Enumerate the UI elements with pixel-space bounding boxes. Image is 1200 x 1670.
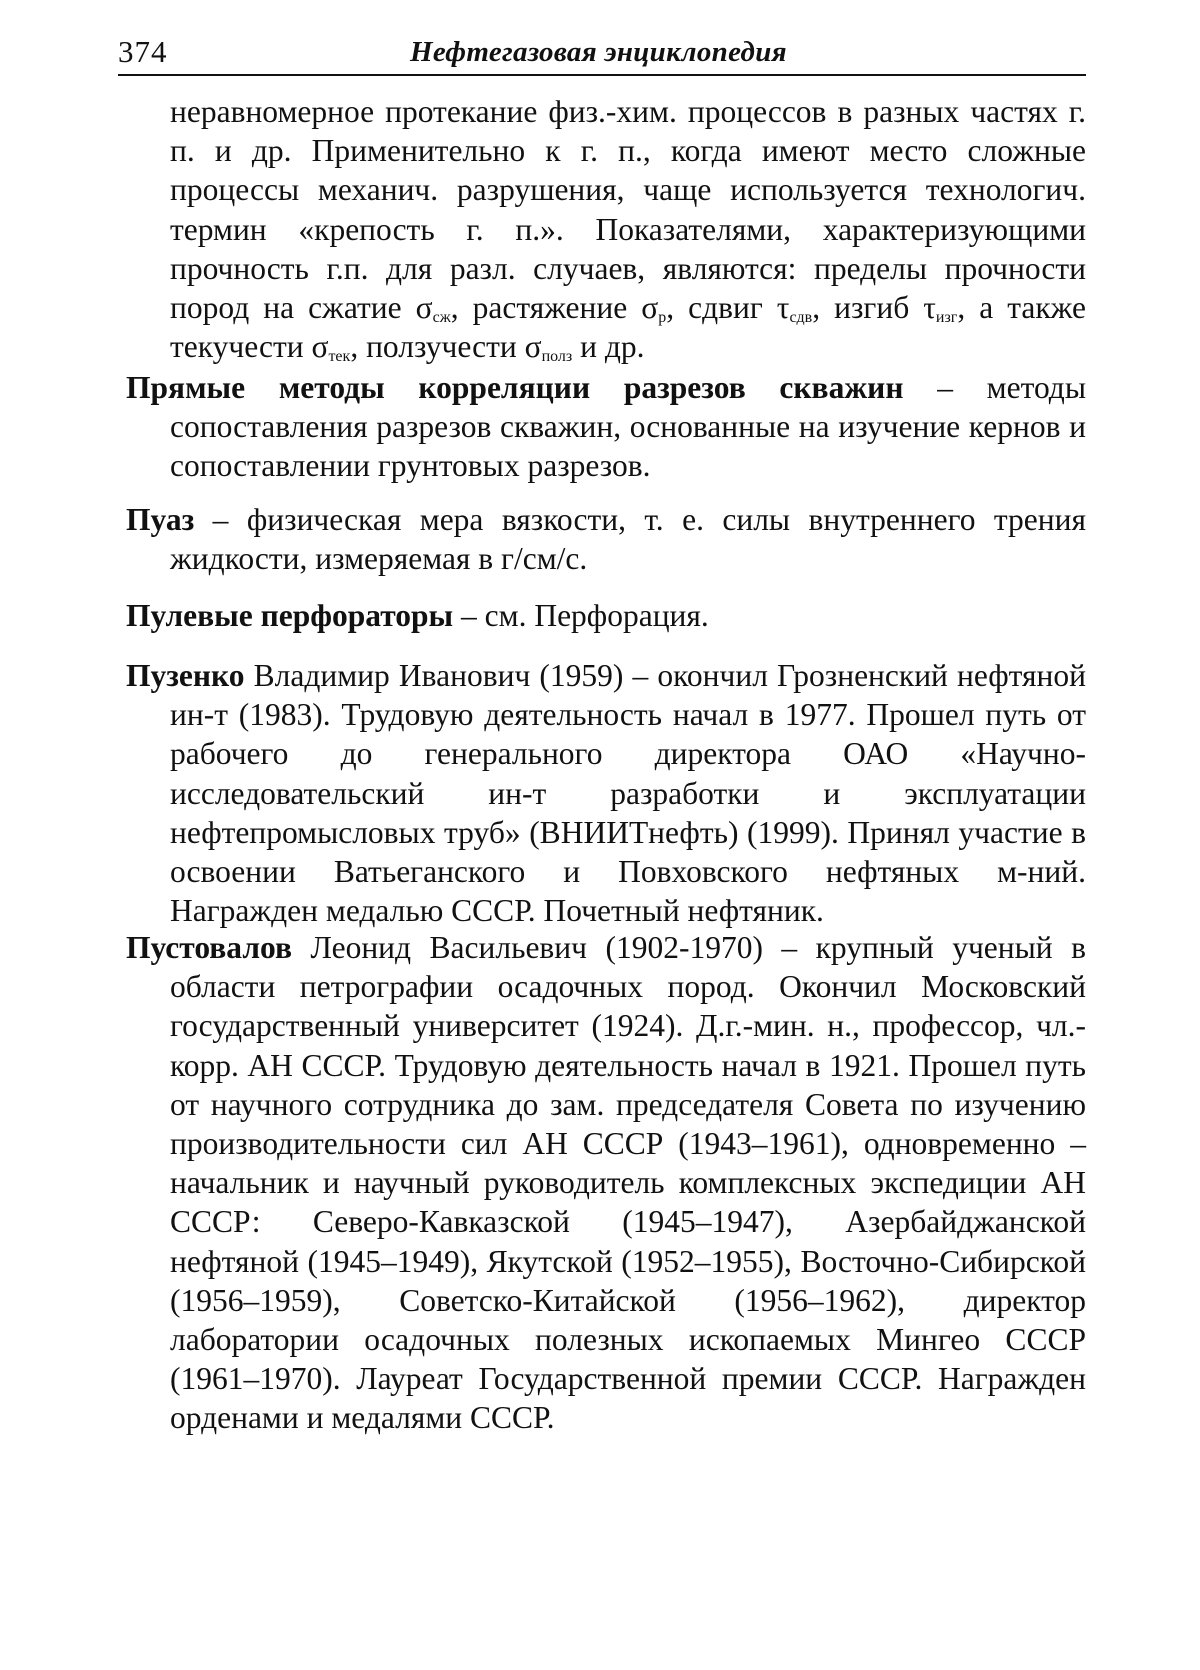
- entry-term: Пуаз: [126, 502, 195, 537]
- entry-puzenko: [126, 656, 1086, 930]
- entry-poise: [126, 500, 1086, 578]
- page-number: 374: [118, 34, 168, 69]
- entry-text: Владимир Иванович (1959) – окончил Грозненский нефтяной ин-т (1983). Трудовую деятельность начал в 1977. Прошел путь от рабочего до генерального директора ОАО «Научно-исследовательский ин-т разработки и эксплуатации нефтепромысловых труб» (ВНИИТнефть) (1999). Принял участие в освоении Ватьеганского и Повховского нефтяных м-ний. Награжден медалью СССР. Почетный нефтяник.: [170, 658, 1086, 929]
- entry-term: Пустовалов: [126, 930, 292, 965]
- entry-term: Пулевые перфораторы: [126, 598, 454, 633]
- book-title: Нефтегазовая энциклопедия: [410, 36, 787, 68]
- entry-text: Леонид Васильевич (1902-1970) – крупный ученый в области петрографии осадочных пород. Окончил Московский государственный университет (1924). Д.г.-мин. н., профессор, чл.-корр. АН СССР. Трудовую деятельность начал в 1921. Прошел путь от научного сотрудника до зам. председателя Совета по изучению производительности сил АН СССР (1943–1961), одновременно – начальник и научный руководитель комплексных экспедиции АН СССР: Северо-Кавказской (1945–1947), Азербайджанской нефтяной (1945–1949), Якутской (1952–1955), Восточно-Сибирской (1956–1959), Советско-Китайской (1956–1962), директор лаборатории осадочных полезных ископаемых Мингео СССР (1961–1970). Лауреат Государственной премии СССР. Награжден орденами и медалями СССР.: [170, 930, 1086, 1436]
- entry-pustovalov: [126, 928, 1086, 1438]
- running-header: [118, 32, 1086, 76]
- entry-text: – методы сопоставления разрезов скважин, основанные на изучение кернов и сопоставлении грунтовых разрезов.: [170, 370, 1086, 484]
- continuation-paragraph: неравномерное протекание физ.-хим. процессов в разных частях г. п. и др. Применительно к г. п., когда имеют место сложные процессы механич. разрушения, чаще используется технологич. термин «крепость г. п.». Показателями, характеризующими прочность г.п. для разл. случаев, являются: пределы прочности пород на сжатие $\sigma_{сж}$, растяжение $\sigma_р$, сдвиг $\tau_{сдв}$, изгиб $\tau_{изг}$, а также текучести $\sigma_{тек}$, ползучести $\sigma_{полз}$ и др.: [170, 94, 1086, 366]
- entry-bullet-perforators: [126, 596, 1086, 635]
- entry-term: Прямые методы корреляции разрезов скважин: [126, 370, 904, 405]
- entry-term: Пузенко: [126, 658, 245, 693]
- entry-text: – физическая мера вязкости, т. е. силы внутреннего трения жидкости, измеряемая в г/см/с.: [170, 502, 1086, 577]
- entry-text: – см. Перфорация.: [453, 598, 709, 633]
- entry-direct-correlation-methods: [126, 368, 1086, 486]
